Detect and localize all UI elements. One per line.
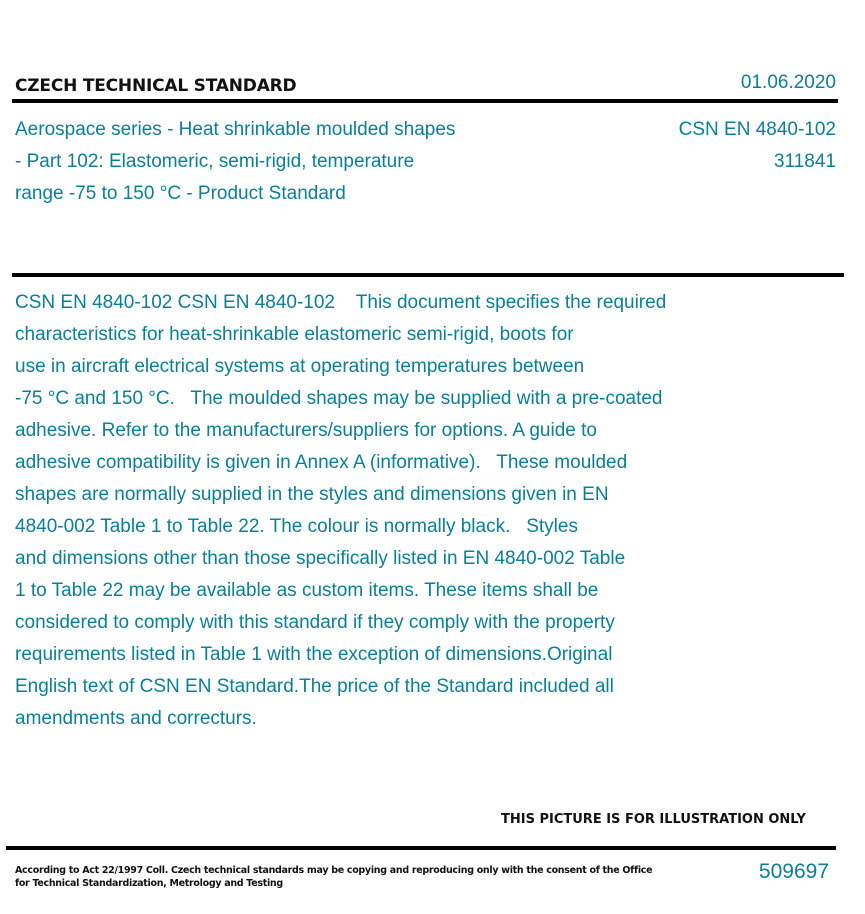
standard-identifiers [679, 114, 836, 178]
bottom-divider [6, 846, 836, 850]
description-line: characteristics for heat-shrinkable elastomeric semi-rigid, boots for [15, 324, 574, 345]
description-line: 1 to Table 22 may be available as custom items. These items shall be [15, 580, 599, 601]
middle-divider [12, 273, 844, 277]
description-line: -75 °C and 150 °C. The moulded shapes may be supplied with a pre-coated [15, 388, 663, 409]
description-line: 4840-002 Table 1 to Table 22. The colour is normally black. Styles [15, 516, 578, 537]
document-id: 509697 [758, 860, 829, 883]
legal-line: According to Act 22/1997 Coll. Czech technical standards may be copying and reproducing only with the consent of the Office [15, 865, 653, 876]
standard-description [15, 287, 775, 735]
illustration-notice: THIS PICTURE IS FOR ILLUSTRATION ONLY [501, 812, 806, 827]
description-line: amendments and correcturs. [15, 708, 257, 729]
title-line: Aerospace series - Heat shrinkable moulded shapes [15, 119, 456, 140]
legal-line: for Technical Standardization, Metrology and Testing [15, 878, 283, 889]
publication-date: 01.06.2020 [740, 72, 836, 93]
description-line: English text of CSN EN Standard.The price of the Standard included all [15, 676, 614, 697]
description-line: adhesive compatibility is given in Annex A (informative). These moulded [15, 452, 628, 473]
description-line: and dimensions other than those specifically listed in EN 4840-002 Table [15, 548, 626, 569]
description-line: adhesive. Refer to the manufacturers/suppliers for options. A guide to [15, 420, 597, 441]
title-line: range -75 to 150 °C - Product Standard [15, 183, 346, 204]
description-line: shapes are normally supplied in the styles and dimensions given in EN [15, 484, 609, 505]
classification-code: 311841 [774, 151, 836, 172]
description-line: CSN EN 4840-102 CSN EN 4840-102 This document specifies the required [15, 292, 667, 313]
title-line: - Part 102: Elastomeric, semi-rigid, temperature [15, 151, 415, 172]
description-line: requirements listed in Table 1 with the exception of dimensions.Original [15, 644, 613, 665]
document-type-label: CZECH TECHNICAL STANDARD [15, 76, 297, 96]
description-line: use in aircraft electrical systems at operating temperatures between [15, 356, 585, 377]
standard-title [15, 114, 575, 210]
description-line: considered to comply with this standard if they comply with the property [15, 612, 615, 633]
top-divider [12, 99, 838, 103]
standard-number: CSN EN 4840-102 [678, 119, 836, 140]
legal-notice [15, 864, 653, 890]
